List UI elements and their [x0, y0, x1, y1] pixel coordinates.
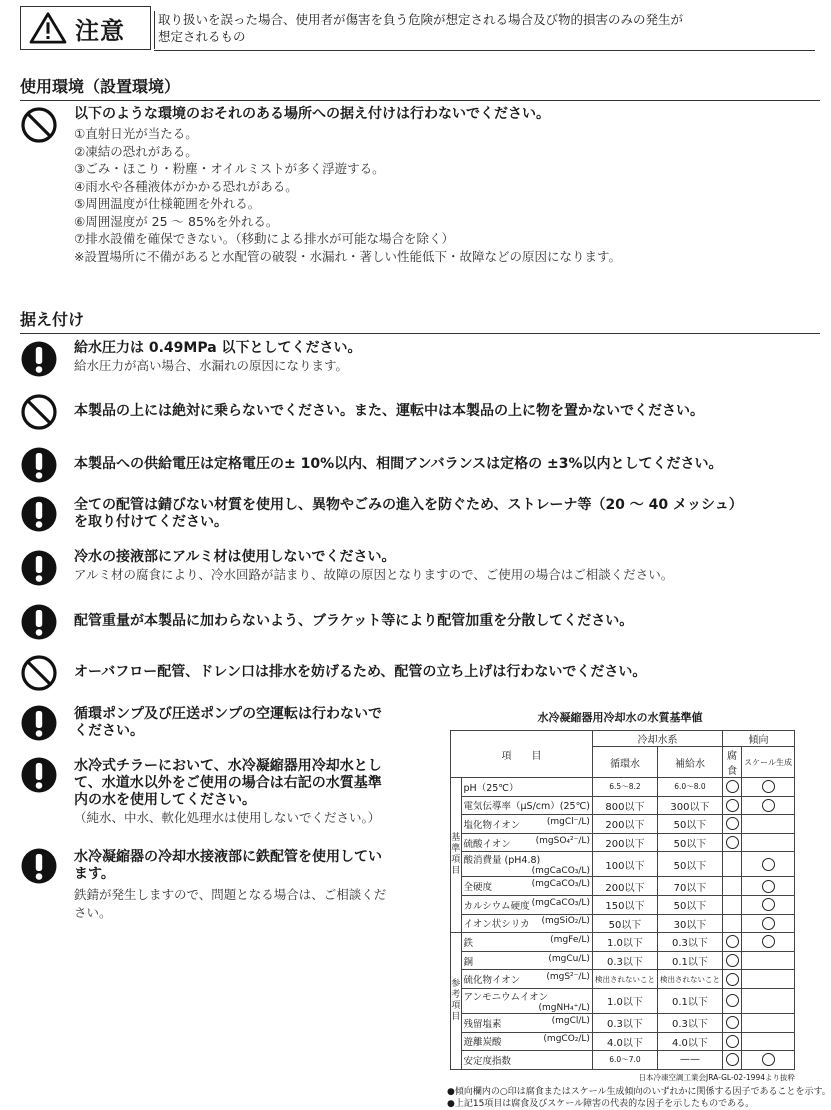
- makeup-value: 4.0以下: [657, 1032, 722, 1051]
- prohibition-icon: [20, 106, 58, 144]
- table-row: [451, 1032, 795, 1051]
- install-item-title: オーバフロー配管、ドレン口は排水を妨げるため、配管の立ち上げは行わないでください。: [74, 664, 647, 680]
- corrosion-mark: [722, 970, 741, 989]
- item-name: 残留塩素 (mgCl/L): [461, 1013, 592, 1032]
- table-row: [451, 778, 795, 797]
- group-standard: 基 準 項 目: [451, 778, 462, 933]
- caution-description: 取り扱いを誤った場合、使用者が傷害を負う危険が想定される場合及び物的損害のみの発生が 想定されるもの: [154, 11, 794, 49]
- mandatory-icon: [20, 495, 58, 533]
- item-name: 塩化物イオン (mgCl⁻/L): [461, 815, 592, 834]
- scale-mark: [742, 951, 795, 970]
- makeup-value: 30以下: [657, 914, 722, 933]
- circulating-value: 6.5～8.2: [592, 778, 657, 797]
- scale-mark: [742, 1051, 795, 1070]
- header-circulating: 循環水: [592, 747, 657, 778]
- scale-mark: [742, 1013, 795, 1032]
- scale-mark: [742, 1032, 795, 1051]
- install-item-title: ください。: [74, 723, 144, 739]
- env-item-title: 以下のような環境のおそれのある場所への据え付けは行わないでください。: [74, 106, 550, 122]
- install-item-title: 冷水の接液部にアルミ材は使用しないでください。: [74, 549, 396, 565]
- install-item-desc: 鉄錆が発生しますので、問題となる場合は、ご相談くだ: [74, 887, 387, 902]
- circle-mark-icon: [762, 1053, 775, 1066]
- header-system: 冷却水系: [592, 731, 722, 747]
- circle-mark-icon: [762, 780, 775, 793]
- scale-mark: [742, 933, 795, 952]
- circle-mark-icon: [726, 1053, 739, 1066]
- circulating-value: 50以下: [592, 914, 657, 933]
- warning-triangle-icon: [29, 12, 67, 44]
- item-name: 酸消費量 (pH4.8) (mgCaCO₃/L): [461, 852, 592, 877]
- item-name: 硫化物イオン (mgS²⁻/L): [461, 970, 592, 989]
- table-row: [451, 970, 795, 989]
- header-makeup: 補給水: [657, 747, 722, 778]
- table-row: [451, 951, 795, 970]
- mandatory-icon: [20, 847, 58, 885]
- table-row: [451, 895, 795, 914]
- corrosion-mark: [722, 933, 741, 952]
- circulating-value: 200以下: [592, 815, 657, 834]
- mandatory-icon: [20, 704, 58, 742]
- item-name: イオン状シリカ (mgSiO₂/L): [461, 914, 592, 933]
- item-name: 全硬度 (mgCaCO₃/L): [461, 877, 592, 896]
- circle-mark-icon: [726, 973, 739, 986]
- item-name: pH（25℃）: [461, 778, 592, 797]
- mandatory-icon: [20, 756, 58, 794]
- circle-mark-icon: [726, 994, 739, 1007]
- circulating-value: 800以下: [592, 796, 657, 815]
- circulating-value: 200以下: [592, 877, 657, 896]
- circle-mark-icon: [762, 858, 775, 871]
- circulating-value: 1.0以下: [592, 988, 657, 1013]
- table-row: [451, 1051, 795, 1070]
- install-item-title: ます。: [74, 866, 115, 882]
- makeup-value: 0.1以下: [657, 951, 722, 970]
- corrosion-mark: [722, 951, 741, 970]
- circle-mark-icon: [726, 836, 739, 849]
- corrosion-mark: [722, 1013, 741, 1032]
- scale-mark: [742, 852, 795, 877]
- circle-mark-icon: [762, 917, 775, 930]
- circulating-value: 6.0～7.0: [592, 1051, 657, 1070]
- table-row: [451, 988, 795, 1013]
- item-name: 安定度指数: [461, 1051, 592, 1070]
- table-note: ●上記15項目は腐食及びスケール障害の代表的な因子を示したものである。: [447, 1098, 755, 1109]
- circulating-value: 4.0以下: [592, 1032, 657, 1051]
- section-title-environment: 使用環境（設置環境）: [20, 74, 820, 101]
- mandatory-icon: [20, 446, 58, 484]
- scale-mark: [742, 970, 795, 989]
- scale-mark: [742, 815, 795, 834]
- corrosion-mark: [722, 988, 741, 1013]
- caution-label: 注意: [75, 16, 125, 45]
- makeup-value: 50以下: [657, 815, 722, 834]
- item-name: 鉄 (mgFe/L): [461, 933, 592, 952]
- scale-mark: [742, 895, 795, 914]
- item-name: アンモニウムイオン (mgNH₄⁺/L): [461, 988, 592, 1013]
- table-row: [451, 796, 795, 815]
- circle-mark-icon: [726, 954, 739, 967]
- corrosion-mark: [722, 1051, 741, 1070]
- corrosion-mark: [722, 852, 741, 877]
- circle-mark-icon: [726, 799, 739, 812]
- corrosion-mark: [722, 815, 741, 834]
- circle-mark-icon: [726, 817, 739, 830]
- install-item-title: 本製品の上には絶対に乗らないでください。また、運転中は本製品の上に物を置かないでください。: [74, 403, 704, 419]
- install-item-desc: さい。: [74, 904, 112, 920]
- table-row: [451, 933, 795, 952]
- install-item-desc: （純水、中水、軟化処理水は使用しないでください。）: [74, 810, 381, 825]
- makeup-value: 0.1以下: [657, 988, 722, 1013]
- makeup-value: 70以下: [657, 877, 722, 896]
- table-row: [451, 852, 795, 877]
- scale-mark: [742, 914, 795, 933]
- scale-mark: [742, 833, 795, 852]
- section-title-installation: 据え付け: [20, 307, 820, 334]
- circle-mark-icon: [726, 780, 739, 793]
- install-item-title: 配管重量が本製品に加わらないよう、ブラケット等により配管加重を分散してください。: [74, 613, 634, 629]
- item-name: 電気伝導率（μS/cm）(25℃): [461, 796, 592, 815]
- table-row: [451, 833, 795, 852]
- circulating-value: 1.0以下: [592, 933, 657, 952]
- table-source: 日本冷凍空調工業会JRA-GL-02-1994より抜粋: [638, 1072, 795, 1082]
- env-condition: ①直射日光が当たる。: [74, 126, 198, 141]
- circulating-value: 0.3以下: [592, 1013, 657, 1032]
- divider: [154, 50, 815, 51]
- table-row: [451, 877, 795, 896]
- install-item-title: 循環ポンプ及び圧送ポンプの空運転は行わないで: [74, 706, 382, 722]
- circle-mark-icon: [726, 1035, 739, 1048]
- caution-badge: [20, 6, 151, 50]
- mandatory-icon: [20, 549, 58, 587]
- table-row: [451, 1013, 795, 1032]
- header-scale: スケール生成: [742, 747, 795, 778]
- caution-header: [20, 6, 815, 52]
- item-name: カルシウム硬度 (mgCaCO₃/L): [461, 895, 592, 914]
- makeup-value: 50以下: [657, 852, 722, 877]
- mandatory-icon: [20, 603, 58, 641]
- corrosion-mark: [722, 914, 741, 933]
- header-trend: 傾向: [722, 731, 794, 747]
- env-condition: ⑦排水設備を確保できない。（移動による排水が可能な場合を除く）: [74, 231, 454, 246]
- corrosion-mark: [722, 877, 741, 896]
- water-quality-table: [447, 709, 831, 1110]
- circle-mark-icon: [726, 935, 739, 948]
- header-item: 項 目: [451, 731, 593, 778]
- circle-mark-icon: [762, 799, 775, 812]
- makeup-value: ——: [657, 1051, 722, 1070]
- install-item-title: 内の水を使用してください。: [74, 792, 256, 808]
- item-name: 硫酸イオン (mgSO₄²⁻/L): [461, 833, 592, 852]
- header-corrosion: 腐食: [722, 747, 741, 778]
- table-row: [451, 914, 795, 933]
- corrosion-mark: [722, 796, 741, 815]
- item-name: 遊離炭酸 (mgCO₂/L): [461, 1032, 592, 1051]
- table-row: [451, 815, 795, 834]
- water-quality-grid: [450, 730, 795, 1070]
- circle-mark-icon: [726, 1016, 739, 1029]
- install-item-title: 給水圧力は 0.49MPa 以下としてください。: [74, 340, 362, 356]
- env-condition: ③ごみ・ほこり・粉塵・オイルミストが多く浮遊する。: [74, 161, 385, 176]
- makeup-value: 検出されないこと: [657, 970, 722, 989]
- install-item-title: 全ての配管は錆びない材質を使用し、異物やごみの進入を防ぐため、ストレーナ等（20 ～ 40 メッシュ）: [74, 497, 743, 513]
- scale-mark: [742, 988, 795, 1013]
- circulating-value: 150以下: [592, 895, 657, 914]
- install-item-desc: アルミ材の腐食により、冷水回路が詰まり、故障の原因となりますので、ご使用の場合はご相談ください。: [74, 567, 674, 582]
- install-item-title: を取り付けてください。: [74, 514, 228, 530]
- circle-mark-icon: [762, 935, 775, 948]
- install-item-title: 水冷凝縮器の冷却水接液部に鉄配管を使用してい: [74, 849, 382, 865]
- circle-mark-icon: [762, 880, 775, 893]
- scale-mark: [742, 877, 795, 896]
- item-name: 銅 (mgCu/L): [461, 951, 592, 970]
- table-title: 水冷凝縮器用冷却水の水質基準値: [537, 711, 703, 724]
- env-condition: ⑥周囲湿度が 25 ～ 85%を外れる。: [74, 213, 279, 229]
- makeup-value: 6.0～8.0: [657, 778, 722, 797]
- corrosion-mark: [722, 778, 741, 797]
- makeup-value: 0.3以下: [657, 933, 722, 952]
- corrosion-mark: [722, 833, 741, 852]
- corrosion-mark: [722, 1032, 741, 1051]
- makeup-value: 50以下: [657, 833, 722, 852]
- install-item-desc: 給水圧力が高い場合、水漏れの原因になります。: [74, 358, 349, 373]
- install-item-title: て、水道水以外をご使用の場合は右記の水質基準: [74, 775, 382, 791]
- makeup-value: 0.3以下: [657, 1013, 722, 1032]
- mandatory-icon: [20, 340, 58, 378]
- prohibition-icon: [20, 654, 58, 692]
- scale-mark: [742, 778, 795, 797]
- corrosion-mark: [722, 895, 741, 914]
- group-reference: 参 考 項 目: [451, 933, 462, 1070]
- env-condition: ⑤周囲温度が仕様範囲を外れる。: [74, 196, 261, 211]
- circulating-value: 200以下: [592, 833, 657, 852]
- env-condition: ④雨水や各種液体がかかる恐れがある。: [74, 178, 298, 194]
- scale-mark: [742, 796, 795, 815]
- table-note: ●傾向欄内の○印は腐食またはスケール生成傾向のいずれかに関係する因子であることを示す。: [447, 1086, 831, 1097]
- env-note: ※設置場所に不備があると水配管の破裂・水漏れ・著しい性能低下・故障などの原因になります。: [74, 248, 621, 264]
- install-item-title: 本製品への供給電圧は定格電圧の± 10%以内、相間アンバランスは定格の ±3%以内としてください。: [74, 456, 723, 472]
- circle-mark-icon: [762, 898, 775, 911]
- circulating-value: 0.3以下: [592, 951, 657, 970]
- circulating-value: 検出されないこと: [592, 970, 657, 989]
- env-condition: ②凍結の恐れがある。: [74, 143, 198, 159]
- makeup-value: 50以下: [657, 895, 722, 914]
- makeup-value: 300以下: [657, 796, 722, 815]
- install-item-title: 水冷式チラーにおいて、水冷凝縮器用冷却水とし: [74, 758, 382, 774]
- circulating-value: 100以下: [592, 852, 657, 877]
- prohibition-icon: [20, 393, 58, 431]
